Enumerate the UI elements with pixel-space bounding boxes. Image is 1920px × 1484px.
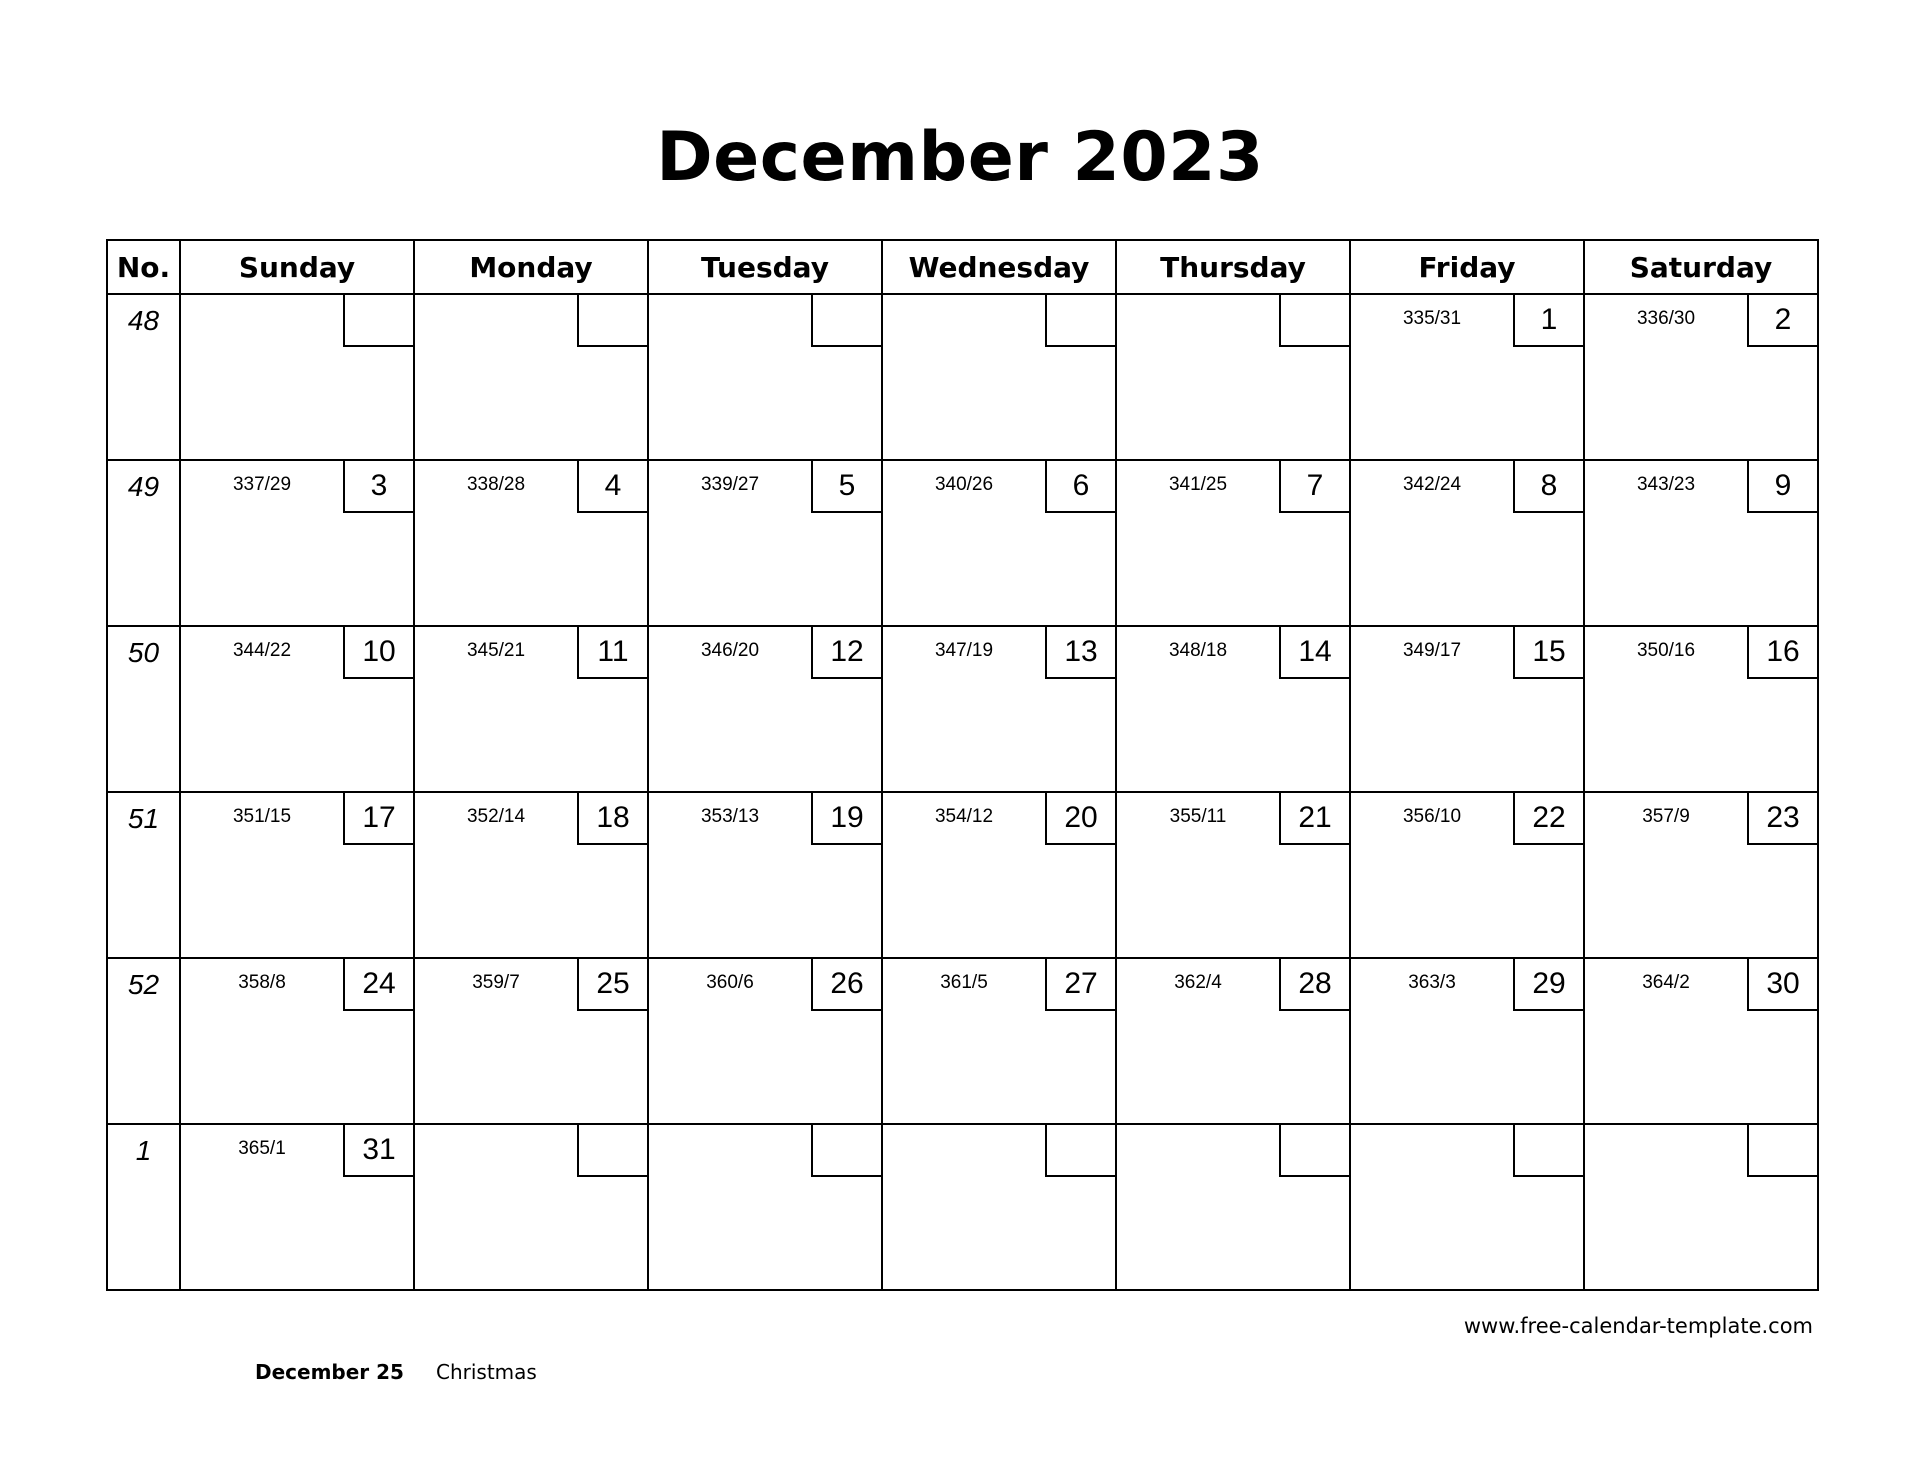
day-number-box: 20 <box>1045 793 1115 845</box>
day-cell <box>414 626 648 792</box>
day-number-box: 16 <box>1747 627 1817 679</box>
day-cell <box>882 1124 1116 1290</box>
day-cell <box>882 460 1116 626</box>
day-cell <box>1350 958 1584 1124</box>
day-cell <box>1350 1124 1584 1290</box>
day-of-year-label: 359/7 <box>472 972 520 993</box>
calendar-grid <box>106 239 1819 1291</box>
day-header-wednesday: Wednesday <box>882 240 1116 294</box>
day-of-year-label: 354/12 <box>934 806 994 827</box>
day-of-year-label: 364/2 <box>1642 972 1690 993</box>
day-number-box: 11 <box>577 627 647 679</box>
day-number-box: 26 <box>811 959 881 1011</box>
day-cell <box>1584 460 1818 626</box>
day-number-box <box>577 295 647 347</box>
day-of-year-label: 347/19 <box>934 640 994 661</box>
day-number-box <box>577 1125 647 1177</box>
week-number: 49 <box>107 460 180 626</box>
day-header-monday: Monday <box>414 240 648 294</box>
holiday-name: Christmas <box>436 1360 537 1384</box>
week-number: 52 <box>107 958 180 1124</box>
day-number-box: 29 <box>1513 959 1583 1011</box>
day-of-year-label: 342/24 <box>1402 474 1462 495</box>
day-of-year-label: 345/21 <box>466 640 526 661</box>
day-cell <box>180 1124 414 1290</box>
day-cell <box>1350 792 1584 958</box>
day-number-box: 10 <box>343 627 413 679</box>
day-number-box: 15 <box>1513 627 1583 679</box>
day-of-year-label: 353/13 <box>700 806 760 827</box>
day-cell <box>1116 792 1350 958</box>
day-of-year-label: 344/22 <box>232 640 292 661</box>
day-cell <box>414 460 648 626</box>
day-of-year-label: 348/18 <box>1168 640 1228 661</box>
day-number-box <box>1279 295 1349 347</box>
day-cell <box>648 1124 882 1290</box>
day-of-year-label: 336/30 <box>1636 308 1696 329</box>
header-row <box>107 240 1818 294</box>
week-row <box>107 792 1818 958</box>
day-number-box <box>343 295 413 347</box>
day-number-box: 2 <box>1747 295 1817 347</box>
day-cell <box>180 626 414 792</box>
week-number: 1 <box>107 1124 180 1290</box>
day-number-box <box>1747 1125 1817 1177</box>
day-number-box: 4 <box>577 461 647 513</box>
holiday-date: December 25 <box>255 1360 404 1384</box>
day-cell <box>1116 958 1350 1124</box>
week-number: 48 <box>107 294 180 460</box>
day-of-year-label: 343/23 <box>1636 474 1696 495</box>
day-of-year-label: 351/15 <box>232 806 292 827</box>
day-number-box: 21 <box>1279 793 1349 845</box>
day-number-box: 23 <box>1747 793 1817 845</box>
day-of-year-label: 339/27 <box>700 474 760 495</box>
day-header-friday: Friday <box>1350 240 1584 294</box>
day-of-year-label: 361/5 <box>940 972 988 993</box>
day-number-box: 28 <box>1279 959 1349 1011</box>
day-cell <box>414 792 648 958</box>
day-cell <box>1584 958 1818 1124</box>
day-header-sunday: Sunday <box>180 240 414 294</box>
day-cell <box>1116 460 1350 626</box>
day-of-year-label: 350/16 <box>1636 640 1696 661</box>
day-cell <box>414 294 648 460</box>
day-cell <box>882 626 1116 792</box>
day-of-year-label: 335/31 <box>1402 308 1462 329</box>
day-of-year-label: 363/3 <box>1408 972 1456 993</box>
day-of-year-label: 355/11 <box>1169 806 1227 827</box>
day-number-box <box>811 1125 881 1177</box>
day-number-box: 6 <box>1045 461 1115 513</box>
week-row <box>107 294 1818 460</box>
day-header-thursday: Thursday <box>1116 240 1350 294</box>
day-cell <box>180 294 414 460</box>
day-cell <box>1584 626 1818 792</box>
day-cell <box>648 626 882 792</box>
day-of-year-label: 357/9 <box>1642 806 1690 827</box>
day-cell <box>1350 294 1584 460</box>
day-cell <box>180 460 414 626</box>
day-cell <box>180 792 414 958</box>
day-number-box: 14 <box>1279 627 1349 679</box>
day-number-box <box>811 295 881 347</box>
week-number: 50 <box>107 626 180 792</box>
day-of-year-label: 362/4 <box>1174 972 1222 993</box>
day-number-box: 22 <box>1513 793 1583 845</box>
day-cell <box>882 958 1116 1124</box>
day-number-box: 12 <box>811 627 881 679</box>
day-number-box <box>1045 295 1115 347</box>
day-of-year-label: 349/17 <box>1402 640 1462 661</box>
day-cell <box>414 1124 648 1290</box>
week-row <box>107 626 1818 792</box>
day-number-box: 17 <box>343 793 413 845</box>
day-number-box: 8 <box>1513 461 1583 513</box>
day-number-box: 19 <box>811 793 881 845</box>
day-cell <box>648 958 882 1124</box>
day-of-year-label: 356/10 <box>1402 806 1462 827</box>
day-cell <box>648 460 882 626</box>
day-number-box: 7 <box>1279 461 1349 513</box>
day-cell <box>1116 626 1350 792</box>
day-number-box <box>1279 1125 1349 1177</box>
day-of-year-label: 341/25 <box>1168 474 1228 495</box>
day-of-year-label: 346/20 <box>700 640 760 661</box>
day-cell <box>648 294 882 460</box>
website-url: www.free-calendar-template.com <box>1463 1314 1813 1338</box>
day-number-box: 24 <box>343 959 413 1011</box>
day-cell <box>882 294 1116 460</box>
page-title: December 2023 <box>656 118 1264 197</box>
day-number-box: 18 <box>577 793 647 845</box>
day-of-year-label: 338/28 <box>466 474 526 495</box>
day-cell <box>1584 792 1818 958</box>
week-number-header: No. <box>107 240 180 294</box>
day-cell <box>1116 294 1350 460</box>
day-number-box: 13 <box>1045 627 1115 679</box>
day-number-box <box>1045 1125 1115 1177</box>
day-cell <box>1350 626 1584 792</box>
day-header-tuesday: Tuesday <box>648 240 882 294</box>
day-cell <box>1584 294 1818 460</box>
day-cell <box>648 792 882 958</box>
day-number-box: 5 <box>811 461 881 513</box>
day-of-year-label: 337/29 <box>232 474 292 495</box>
day-cell <box>1584 1124 1818 1290</box>
day-of-year-label: 358/8 <box>238 972 286 993</box>
day-cell <box>1116 1124 1350 1290</box>
day-of-year-label: 360/6 <box>706 972 754 993</box>
week-row <box>107 958 1818 1124</box>
week-row <box>107 1124 1818 1290</box>
day-cell <box>1350 460 1584 626</box>
day-of-year-label: 340/26 <box>934 474 994 495</box>
week-number: 51 <box>107 792 180 958</box>
day-of-year-label: 352/14 <box>466 806 526 827</box>
week-row <box>107 460 1818 626</box>
day-number-box: 9 <box>1747 461 1817 513</box>
day-header-saturday: Saturday <box>1584 240 1818 294</box>
day-number-box: 1 <box>1513 295 1583 347</box>
day-number-box <box>1513 1125 1583 1177</box>
day-cell <box>180 958 414 1124</box>
day-of-year-label: 365/1 <box>238 1138 286 1159</box>
day-number-box: 27 <box>1045 959 1115 1011</box>
day-number-box: 25 <box>577 959 647 1011</box>
day-number-box: 31 <box>343 1125 413 1177</box>
day-number-box: 30 <box>1747 959 1817 1011</box>
day-cell <box>882 792 1116 958</box>
day-number-box: 3 <box>343 461 413 513</box>
day-cell <box>414 958 648 1124</box>
